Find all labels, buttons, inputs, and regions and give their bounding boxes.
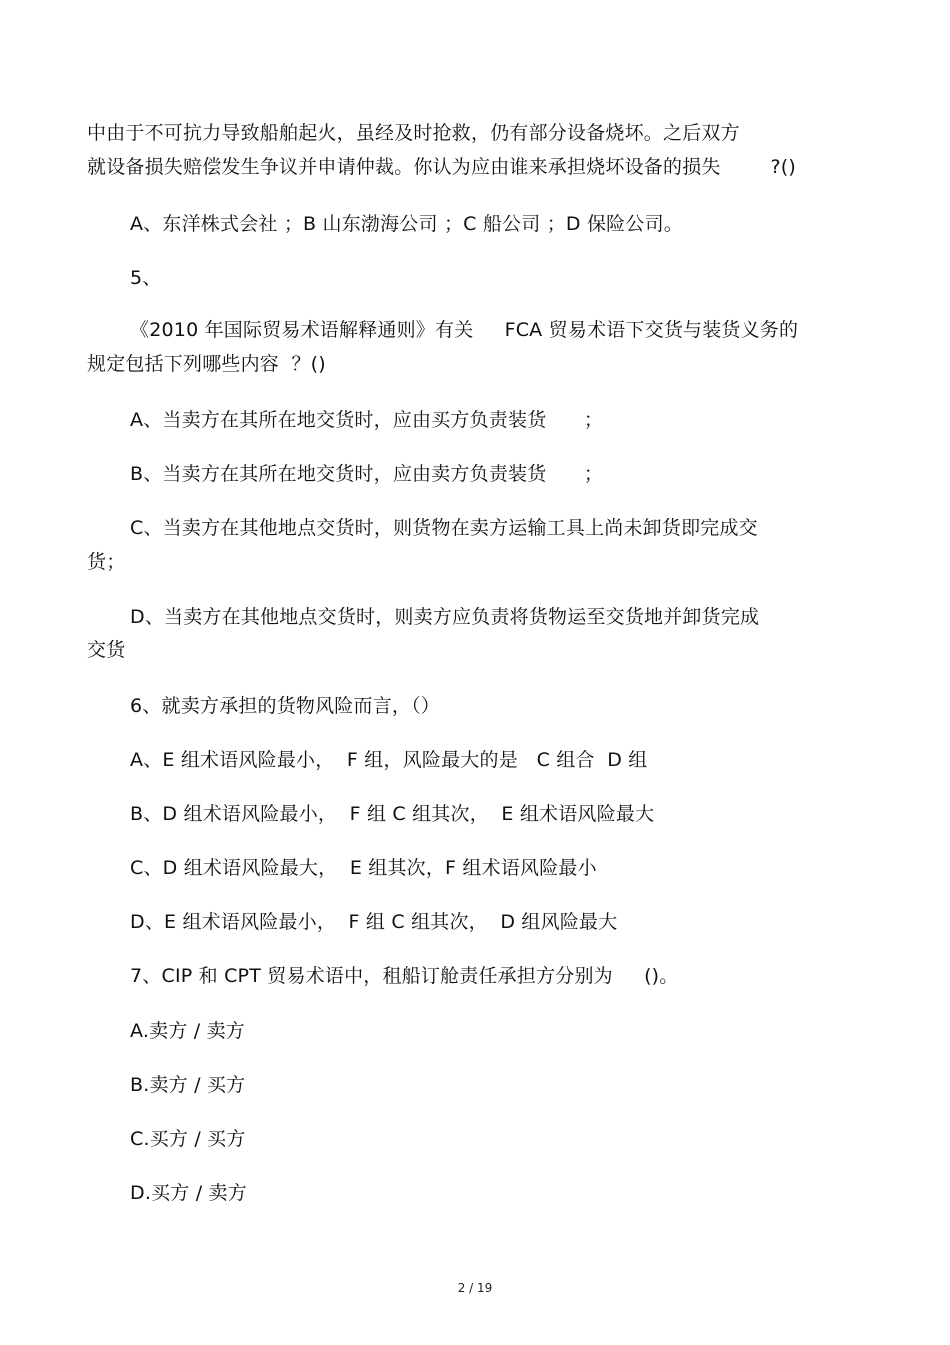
option-line: 交货 — [87, 639, 126, 661]
option-line: 货； — [87, 551, 126, 573]
option-line: A、E 组术语风险最小， F 组，风险最大的是 C 组合 D 组 — [130, 749, 648, 771]
option-line: A、东洋株式会社 ；B 山东渤海公司 ；C 船公司 ；D 保险公司。 — [130, 213, 683, 235]
option-line: D.买方 / 卖方 — [130, 1182, 247, 1204]
page-number: 2 / 19 — [457, 1281, 493, 1295]
question-text: 7、CIP 和 CPT 贸易术语中，租船订舱责任承担方分别为 ()。 — [130, 965, 679, 987]
option-line: B.卖方 / 买方 — [130, 1074, 246, 1096]
question-number: 5、 — [130, 267, 162, 289]
text-line: 就设备损失赔偿发生争议并申请仲裁。你认为应由谁来承担烧坏设备的损失 ?() — [87, 156, 797, 178]
question-text: 6、就卖方承担的货物风险而言，（） — [130, 695, 440, 717]
option-line: C、D 组术语风险最大， E 组其次，F 组术语风险最小 — [130, 857, 597, 879]
option-line: B、D 组术语风险最小， F 组 C 组其次， E 组术语风险最大 — [130, 803, 655, 825]
option-line: C、当卖方在其他地点交货时，则货物在卖方运输工具上尚未卸货即完成交 — [130, 517, 758, 539]
question-text: 规定包括下列哪些内容 ？() — [87, 353, 326, 375]
question-text: 《2010 年国际贸易术语解释通则》有关 FCA 贸易术语下交货与装货义务的 — [130, 319, 799, 341]
option-line: D、E 组术语风险最小， F 组 C 组其次， D 组风险最大 — [130, 911, 618, 933]
option-line: A.卖方 / 卖方 — [130, 1020, 245, 1042]
option-line: A、当卖方在其所在地交货时，应由买方负责装货 ； — [130, 409, 604, 431]
option-line: B、当卖方在其所在地交货时，应由卖方负责装货 ； — [130, 463, 604, 485]
option-line: C.买方 / 买方 — [130, 1128, 246, 1150]
option-line: D、当卖方在其他地点交货时，则卖方应负责将货物运至交货地并卸货完成 — [130, 606, 760, 628]
text-line: 中由于不可抗力导致船舶起火，虽经及时抢救，仍有部分设备烧坏。之后双方 — [87, 122, 740, 144]
